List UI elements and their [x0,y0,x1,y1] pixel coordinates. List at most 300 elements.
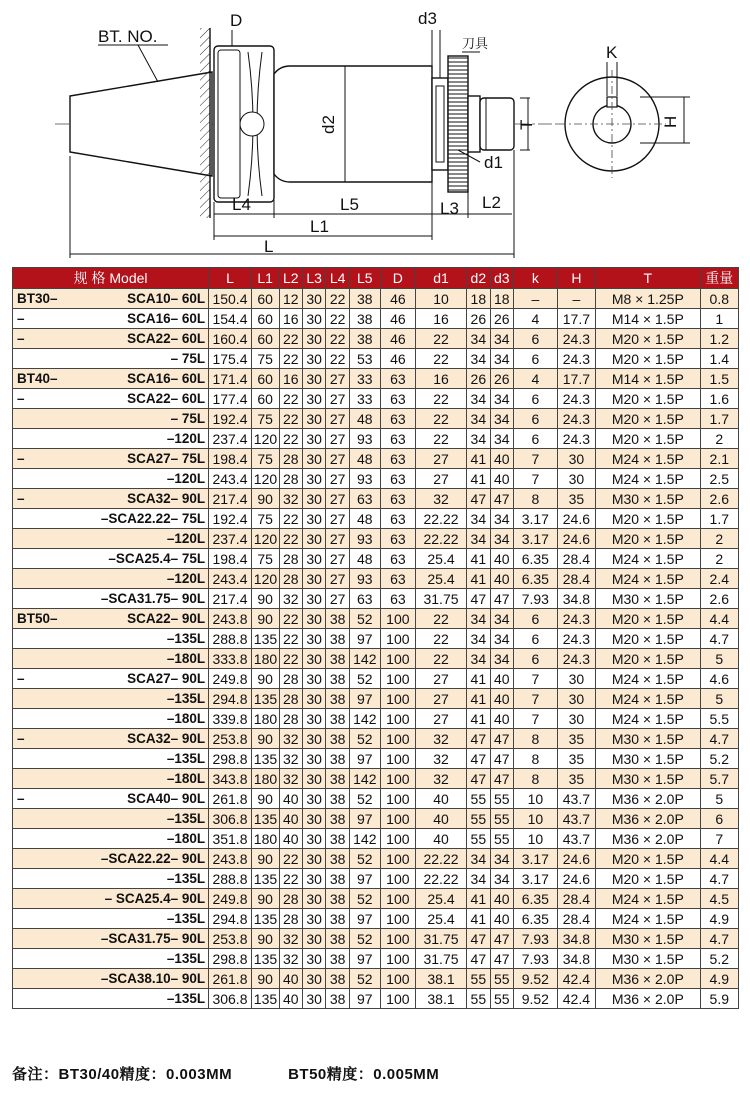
value-cell: 100 [380,849,415,869]
value-cell: 27 [326,509,349,529]
value-cell: 16 [279,369,302,389]
value-cell: 52 [349,729,380,749]
value-cell: 7 [514,469,558,489]
table-row [13,849,739,869]
value-cell: 30 [302,469,325,489]
value-cell: 30 [302,409,325,429]
model-cell [13,589,209,609]
value-cell: M36 × 2.0P [596,809,700,829]
holder-body [274,66,432,182]
value-cell: 28.4 [557,889,595,909]
note-bt3040: BT30/40精度：0.003MM [58,1066,233,1083]
value-cell: 34 [467,629,490,649]
value-cell: M36 × 2.0P [596,969,700,989]
value-cell: 35 [557,729,595,749]
value-cell: 52 [349,969,380,989]
value-cell: 4.7 [700,869,738,889]
model-cell [13,609,209,629]
model-code: –SCA22.22– 90L [100,851,206,866]
value-cell: 47 [490,949,513,969]
value-cell: 180 [251,649,279,669]
table-row [13,469,739,489]
value-cell: 6.35 [514,549,558,569]
model-cell [13,569,209,589]
value-cell: 38 [349,289,380,309]
table-row [13,549,739,569]
value-cell: 24.3 [557,329,595,349]
value-cell: 34.8 [557,929,595,949]
model-code: –135L [166,871,206,886]
value-cell: 32 [415,749,466,769]
value-cell: 34 [490,409,513,429]
value-cell: 120 [251,429,279,449]
value-cell: 63 [380,469,415,489]
column-header: k [514,268,558,289]
value-cell: 40 [279,829,302,849]
value-cell: 34 [467,409,490,429]
value-cell: 24.3 [557,349,595,369]
value-cell: 52 [349,669,380,689]
value-cell: 47 [467,729,490,749]
model-series: BT50– [17,611,58,626]
value-cell: 28 [279,709,302,729]
value-cell: 55 [490,969,513,989]
value-cell: M30 × 1.5P [596,749,700,769]
value-cell: 38 [326,929,349,949]
value-cell: 30 [302,929,325,949]
value-cell: M24 × 1.5P [596,569,700,589]
value-cell: 47 [490,929,513,949]
model-series: BT30– [17,291,58,306]
value-cell: 46 [380,289,415,309]
model-cell [13,849,209,869]
value-cell: 75 [251,409,279,429]
value-cell: 4.6 [700,669,738,689]
value-cell: 90 [251,969,279,989]
value-cell: 28.4 [557,909,595,929]
model-series: – [17,731,25,746]
value-cell: M20 × 1.5P [596,529,700,549]
value-cell: 243.8 [209,609,252,629]
value-cell: 35 [557,769,595,789]
value-cell: 22 [415,409,466,429]
value-cell: 30 [302,509,325,529]
value-cell: 55 [467,829,490,849]
value-cell: M30 × 1.5P [596,589,700,609]
value-cell: 243.8 [209,849,252,869]
value-cell: 2 [700,529,738,549]
value-cell: 34 [467,649,490,669]
value-cell: 22 [279,509,302,529]
value-cell: M36 × 2.0P [596,989,700,1009]
value-cell: 30 [557,689,595,709]
value-cell: 22 [415,389,466,409]
model-code: –120L [166,431,206,446]
value-cell: 60 [251,369,279,389]
model-code: –SCA22.22– 75L [100,511,206,526]
value-cell: 90 [251,589,279,609]
model-code: – SCA25.4– 90L [104,891,206,906]
column-header: L3 [302,268,325,289]
value-cell: 177.4 [209,389,252,409]
model-cell [13,729,209,749]
value-cell: 2 [700,549,738,569]
value-cell: 9.52 [514,969,558,989]
table-row [13,689,739,709]
value-cell: M36 × 2.0P [596,829,700,849]
column-header: H [557,268,595,289]
value-cell: 18 [490,289,513,309]
value-cell: 4 [514,309,558,329]
value-cell: 27 [326,489,349,509]
model-cell [13,949,209,969]
model-code: – 75L [170,351,206,366]
value-cell: 100 [380,889,415,909]
value-cell: 27 [326,369,349,389]
model-code: SCA27– 90L [127,671,206,686]
value-cell: 4.4 [700,849,738,869]
value-cell: 27 [326,589,349,609]
table-row [13,869,739,889]
value-cell: 142 [349,709,380,729]
value-cell: 28 [279,909,302,929]
value-cell: 120 [251,529,279,549]
value-cell: 6 [700,809,738,829]
table-row [13,709,739,729]
value-cell: 100 [380,649,415,669]
model-code: –135L [166,751,206,766]
value-cell: 249.8 [209,889,252,909]
value-cell: 7 [514,449,558,469]
label-l: L [264,237,274,256]
value-cell: 253.8 [209,729,252,749]
model-cell [13,769,209,789]
model-series: – [17,311,25,326]
model-code: SCA32– 90L [127,731,206,746]
model-series: – [17,491,25,506]
value-cell: 30 [302,949,325,969]
value-cell: 38.1 [415,989,466,1009]
value-cell: 38 [326,629,349,649]
value-cell: 27 [326,449,349,469]
value-cell: 27 [326,569,349,589]
value-cell: 5.5 [700,709,738,729]
value-cell: 93 [349,529,380,549]
value-cell: 60 [251,389,279,409]
value-cell: 22 [279,849,302,869]
value-cell: 40 [490,569,513,589]
value-cell: 24.3 [557,609,595,629]
value-cell: 97 [349,949,380,969]
value-cell: 22 [415,629,466,649]
value-cell: 34 [490,429,513,449]
value-cell: 100 [380,949,415,969]
value-cell: 5.2 [700,949,738,969]
value-cell: 63 [380,409,415,429]
value-cell: 32 [415,489,466,509]
value-cell: 24.3 [557,649,595,669]
value-cell: 41 [467,449,490,469]
model-code: SCA22– 60L [127,391,206,406]
value-cell: 16 [279,309,302,329]
value-cell: 192.4 [209,409,252,429]
value-cell: M20 × 1.5P [596,649,700,669]
value-cell: 253.8 [209,929,252,949]
value-cell: 4.9 [700,969,738,989]
value-cell: 180 [251,769,279,789]
value-cell: 75 [251,349,279,369]
value-cell: 38 [349,329,380,349]
model-code: –120L [166,571,206,586]
value-cell: 5 [700,649,738,669]
value-cell: 30 [302,669,325,689]
value-cell: 10 [514,809,558,829]
value-cell: 2 [700,429,738,449]
value-cell: 33 [349,389,380,409]
value-cell: 34 [467,349,490,369]
value-cell: 90 [251,489,279,509]
value-cell: 4.4 [700,609,738,629]
value-cell: 288.8 [209,869,252,889]
value-cell: 34 [490,509,513,529]
model-cell [13,629,209,649]
value-cell: 30 [302,329,325,349]
value-cell: 100 [380,909,415,929]
table-row [13,409,739,429]
value-cell: 30 [302,349,325,369]
value-cell: 90 [251,889,279,909]
value-cell: 40 [415,789,466,809]
value-cell: – [557,289,595,309]
value-cell: 30 [302,789,325,809]
value-cell: 30 [302,449,325,469]
column-header: D [380,268,415,289]
taper-shank [70,72,212,176]
value-cell: 3.17 [514,849,558,869]
value-cell: 22 [326,329,349,349]
value-cell: 1.7 [700,509,738,529]
value-cell: 135 [251,749,279,769]
value-cell: 43.7 [557,809,595,829]
model-cell [13,429,209,449]
value-cell: 10 [514,829,558,849]
table-row [13,529,739,549]
value-cell: 22 [279,869,302,889]
model-series: – [17,331,25,346]
value-cell: M20 × 1.5P [596,849,700,869]
value-cell: 38 [326,729,349,749]
value-cell: 32 [279,769,302,789]
value-cell: 26 [467,369,490,389]
value-cell: M20 × 1.5P [596,389,700,409]
value-cell: 171.4 [209,369,252,389]
value-cell: 38 [349,309,380,329]
value-cell: 8 [514,769,558,789]
value-cell: 3.17 [514,529,558,549]
value-cell: 100 [380,689,415,709]
value-cell: 160.4 [209,329,252,349]
table-row [13,429,739,449]
value-cell: 249.8 [209,669,252,689]
value-cell: 34 [490,869,513,889]
value-cell: M8 × 1.25P [596,289,700,309]
value-cell: 38.1 [415,969,466,989]
value-cell: 63 [380,429,415,449]
value-cell: 90 [251,669,279,689]
value-cell: 4.7 [700,629,738,649]
value-cell: 60 [251,329,279,349]
value-cell: 5 [700,789,738,809]
value-cell: 97 [349,809,380,829]
value-cell: M14 × 1.5P [596,369,700,389]
label-l2: L2 [482,193,501,212]
value-cell: 30 [302,629,325,649]
value-cell: 2.6 [700,489,738,509]
value-cell: 30 [302,689,325,709]
value-cell: 27 [326,429,349,449]
value-cell: 6.35 [514,909,558,929]
value-cell: 5.2 [700,749,738,769]
value-cell: 90 [251,789,279,809]
value-cell: M24 × 1.5P [596,889,700,909]
value-cell: 34 [467,849,490,869]
value-cell: 154.4 [209,309,252,329]
value-cell: 63 [380,389,415,409]
label-t: T [517,119,536,130]
value-cell: 55 [467,989,490,1009]
value-cell: 2.6 [700,589,738,609]
value-cell: 6 [514,629,558,649]
table-row [13,669,739,689]
value-cell: 48 [349,449,380,469]
value-cell: 135 [251,869,279,889]
value-cell: 34 [490,329,513,349]
value-cell: 7.93 [514,929,558,949]
value-cell: 22 [279,389,302,409]
value-cell: 47 [490,729,513,749]
value-cell: 25.4 [415,549,466,569]
value-cell: 30 [302,989,325,1009]
value-cell: 52 [349,849,380,869]
value-cell: 1 [700,309,738,329]
value-cell: 22 [279,649,302,669]
value-cell: 4.9 [700,909,738,929]
value-cell: 90 [251,609,279,629]
value-cell: 8 [514,749,558,769]
value-cell: 38 [326,849,349,869]
value-cell: 217.4 [209,489,252,509]
value-cell: 142 [349,649,380,669]
column-header: L [209,268,252,289]
value-cell: 7 [514,709,558,729]
value-cell: 34 [490,609,513,629]
value-cell: M24 × 1.5P [596,669,700,689]
model-cell [13,709,209,729]
value-cell: 1.6 [700,389,738,409]
value-cell: 30 [302,849,325,869]
model-cell [13,489,209,509]
value-cell: 100 [380,869,415,889]
value-cell: M24 × 1.5P [596,689,700,709]
value-cell: 34 [467,329,490,349]
value-cell: 22 [279,329,302,349]
value-cell: M30 × 1.5P [596,949,700,969]
value-cell: 6.35 [514,569,558,589]
model-cell [13,349,209,369]
column-header: 规 格 Model [13,268,209,289]
model-cell [13,289,209,309]
table-row [13,289,739,309]
model-code: SCA22– 90L [127,611,206,626]
value-cell: 24.3 [557,429,595,449]
model-series: BT40– [17,371,58,386]
value-cell: 41 [467,889,490,909]
value-cell: 3.17 [514,869,558,889]
value-cell: 75 [251,509,279,529]
value-cell: 333.8 [209,649,252,669]
value-cell: 7.93 [514,589,558,609]
table-row [13,929,739,949]
value-cell: 97 [349,629,380,649]
value-cell: 6 [514,429,558,449]
value-cell: 48 [349,409,380,429]
value-cell: 25.4 [415,889,466,909]
value-cell: 35 [557,489,595,509]
value-cell: 24.3 [557,389,595,409]
model-cell [13,329,209,349]
value-cell: 22 [279,629,302,649]
value-cell: 22 [326,349,349,369]
value-cell: 150.4 [209,289,252,309]
model-cell [13,389,209,409]
value-cell: 22 [415,349,466,369]
label-d1: d1 [484,153,503,172]
model-cell [13,989,209,1009]
value-cell: 46 [380,309,415,329]
value-cell: 93 [349,429,380,449]
value-cell: 41 [467,709,490,729]
value-cell: 30 [557,469,595,489]
value-cell: 34 [490,649,513,669]
value-cell: 97 [349,749,380,769]
value-cell: 30 [302,769,325,789]
value-cell: 261.8 [209,789,252,809]
value-cell: M30 × 1.5P [596,769,700,789]
value-cell: 4.7 [700,929,738,949]
value-cell: 34 [467,869,490,889]
cutter [448,56,468,192]
value-cell: 27 [326,389,349,409]
label-l1: L1 [310,217,329,236]
value-cell: 237.4 [209,529,252,549]
value-cell: 63 [380,589,415,609]
model-cell [13,789,209,809]
model-code: –180L [166,651,206,666]
value-cell: 32 [279,489,302,509]
model-code: SCA40– 90L [127,791,206,806]
value-cell: 60 [251,289,279,309]
value-cell: 30 [302,529,325,549]
value-cell: 32 [279,949,302,969]
value-cell: 3.17 [514,509,558,529]
model-code: –135L [166,811,206,826]
value-cell: 22 [326,289,349,309]
model-code: –180L [166,771,206,786]
value-cell: 27 [415,469,466,489]
value-cell: 100 [380,609,415,629]
value-cell: 2.4 [700,569,738,589]
value-cell: 43.7 [557,829,595,849]
